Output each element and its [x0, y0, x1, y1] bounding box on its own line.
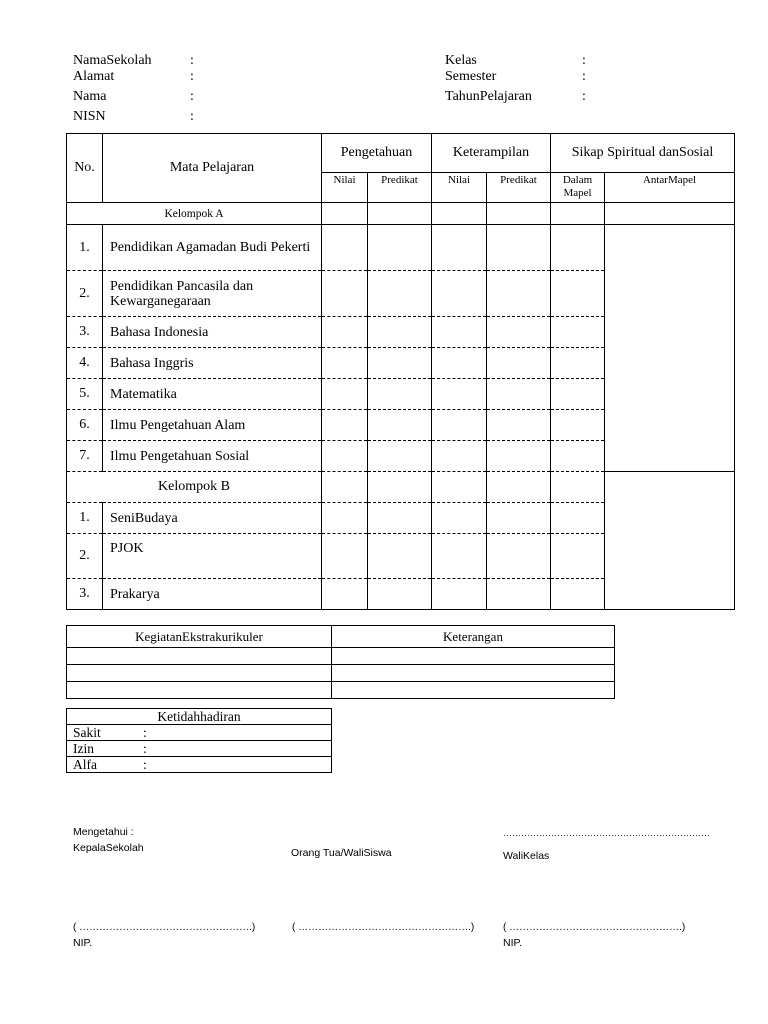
absen-label: Sakit [73, 725, 101, 740]
colon: : [143, 757, 147, 772]
ekstrakurikuler-table [66, 625, 615, 699]
absen-label: Alfa [73, 757, 97, 772]
row-number: 3. [67, 317, 103, 348]
mengetahui-label: Mengetahui : [73, 826, 134, 838]
absen-row-izin [67, 741, 332, 757]
ekstra-cell [67, 682, 332, 699]
sub-header-dalam-mapel: Dalam Mapel [551, 173, 605, 203]
label-semester: Semester [445, 69, 497, 84]
absen-title: Ketidahhadiran [67, 709, 332, 725]
col-header-mata-pelajaran: Mata Pelajaran [103, 134, 322, 203]
subject-name: Pendidikan Pancasila dan Kewarganegaraan [103, 271, 322, 317]
kepala-sekolah-label: KepalaSekolah [73, 842, 144, 854]
dotted-line: …………………………………………………………… [503, 828, 710, 838]
antar-mapel-cell [605, 472, 735, 610]
label-kelas: Kelas [445, 53, 477, 68]
col-header-keterampilan: Keterampilan [432, 134, 551, 173]
col-header-kegiatan: KegiatanEkstrakurikuler [67, 626, 332, 648]
orang-tua-name-placeholder: ( …………………………………………….) [292, 922, 475, 933]
ketidakhadiran-table [66, 708, 332, 773]
col-header-sikap: Sikap Spiritual danSosial [551, 134, 735, 173]
subject-name: Matematika [103, 379, 322, 410]
ekstra-cell [67, 648, 332, 665]
row-number: 1. [67, 225, 103, 271]
sub-header-nilai: Nilai [432, 173, 487, 203]
colon: : [143, 725, 147, 740]
absen-row-alfa [67, 757, 332, 773]
wali-kelas-label: WaliKelas [503, 850, 550, 862]
row-number: 2. [67, 534, 103, 579]
colon: : [190, 89, 194, 104]
label-alamat: Alamat [73, 69, 115, 84]
grades-table [66, 133, 735, 610]
colon: : [582, 89, 586, 104]
row-number: 6. [67, 410, 103, 441]
colon: : [143, 741, 147, 756]
wali-kelas-name-placeholder: ( …………………………………………….) [503, 922, 686, 933]
subject-name: SeniBudaya [103, 503, 322, 534]
subject-name: Prakarya [103, 579, 322, 610]
col-header-keterangan: Keterangan [332, 626, 615, 648]
label-nisn: NISN [73, 109, 106, 124]
row-number: 4. [67, 348, 103, 379]
nip-label: NIP. [73, 937, 93, 949]
sub-header-predikat: Predikat [487, 173, 551, 203]
row-number: 3. [67, 579, 103, 610]
row-number: 1. [67, 503, 103, 534]
group-b-label: Kelompok B [67, 472, 322, 503]
colon: : [582, 69, 586, 84]
antar-mapel-cell [605, 225, 735, 472]
col-header-pengetahuan: Pengetahuan [322, 134, 432, 173]
absen-label: Izin [73, 741, 94, 756]
row-number: 2. [67, 271, 103, 317]
label-tahun-pelajaran: TahunPelajaran [445, 89, 532, 104]
colon: : [582, 53, 586, 68]
sub-header-antar-mapel: AntarMapel [605, 173, 735, 203]
subject-name: PJOK [103, 534, 322, 579]
ekstra-cell [332, 682, 615, 699]
ekstra-cell [67, 665, 332, 682]
absen-row-sakit [67, 725, 332, 741]
colon: : [190, 69, 194, 84]
orang-tua-label: Orang Tua/WaliSiswa [291, 847, 392, 859]
label-nama: Nama [73, 89, 107, 104]
subject-name: Ilmu Pengetahuan Sosial [103, 441, 322, 472]
label-nama-sekolah: NamaSekolah [73, 53, 152, 68]
colon: : [190, 109, 194, 124]
subject-name: Bahasa Inggris [103, 348, 322, 379]
nip-label: NIP. [503, 937, 523, 949]
colon: : [190, 53, 194, 68]
ekstra-cell [332, 665, 615, 682]
ekstra-cell [332, 648, 615, 665]
row-number: 7. [67, 441, 103, 472]
col-header-no: No. [67, 134, 103, 203]
subject-name: Pendidikan Agamadan Budi Pekerti [103, 225, 322, 271]
group-a-label: Kelompok A [67, 203, 322, 225]
sub-header-nilai: Nilai [322, 173, 368, 203]
subject-name: Bahasa Indonesia [103, 317, 322, 348]
kepala-name-placeholder: ( …………………………………………….) [73, 922, 256, 933]
sub-header-predikat: Predikat [368, 173, 432, 203]
row-number: 5. [67, 379, 103, 410]
subject-name: Ilmu Pengetahuan Alam [103, 410, 322, 441]
